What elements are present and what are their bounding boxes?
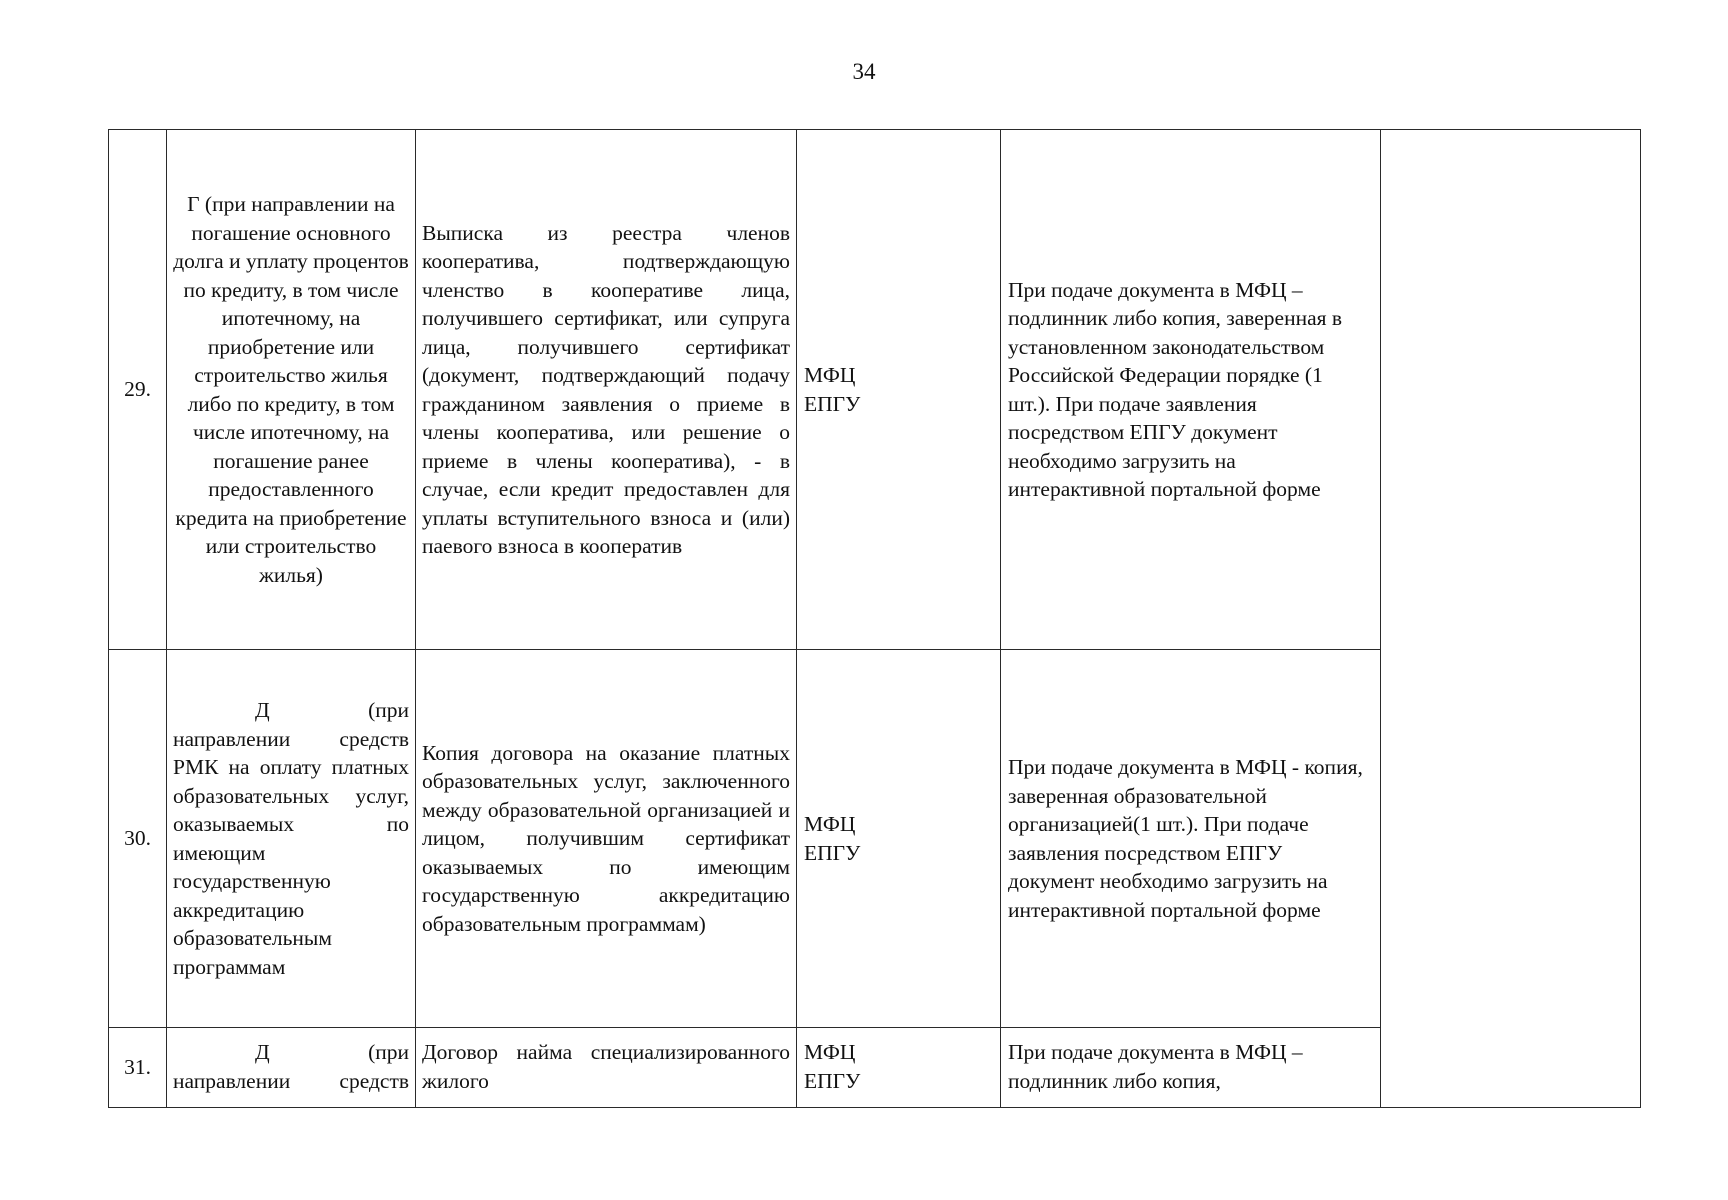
case-description bbox=[167, 650, 416, 1028]
case-text: направлении средств bbox=[173, 1068, 409, 1093]
case-heading: Д (при bbox=[255, 1040, 409, 1064]
channel-mfc: МФЦ bbox=[804, 1040, 856, 1064]
submission-conditions: При подаче документа в МФЦ - копия, заверенная образовательной организацией(1 шт.). При подаче заявления посредством ЕПГУ документ необходимо загрузить на интерактивной портальной форме bbox=[1001, 650, 1381, 1028]
channel-epgu: ЕПГУ bbox=[804, 840, 861, 865]
case-description bbox=[167, 1028, 416, 1108]
submission-conditions: При подаче документа в МФЦ – подлинник либо копия, bbox=[1001, 1028, 1381, 1108]
channel-epgu: ЕПГУ bbox=[804, 391, 861, 416]
requirements-table bbox=[108, 129, 1641, 1108]
channel-epgu: ЕПГУ bbox=[804, 1068, 861, 1093]
row-number: 30. bbox=[109, 650, 167, 1028]
submission-channels bbox=[797, 650, 1001, 1028]
document-description: Выписка из реестра членов кооператива, подтверждающую членство в кооперативе лица, получившего сертификат, или супруга лица, получившего сертификат (документ, подтверждающий подачу гражданином заявления о приеме в члены кооператива, или решение о приеме в члены кооператива), - в случае, если кредит предоставлен для уплаты вступительного взноса и (или) паевого взноса в кооператив bbox=[416, 130, 797, 650]
row-number: 31. bbox=[109, 1028, 167, 1108]
table-row bbox=[109, 130, 1641, 650]
channel-mfc: МФЦ bbox=[804, 812, 856, 836]
channel-mfc: МФЦ bbox=[804, 363, 856, 387]
submission-channels bbox=[797, 1028, 1001, 1108]
submission-conditions: При подаче документа в МФЦ – подлинник либо копия, заверенная в установленном законодательством Российской Федерации порядке (1 шт.). При подаче заявления посредством ЕПГУ документ необходимо загрузить на интерактивной портальной форме bbox=[1001, 130, 1381, 650]
empty-column bbox=[1381, 130, 1641, 1108]
case-description: Г (при направлении на погашение основного долга и уплату процентов по кредиту, в том числе ипотечному, на приобретение или строительство жилья либо по кредиту, в том числе ипотечному, на погашение ранее предоставленного кредита на приобретение или строительство жилья) bbox=[167, 130, 416, 650]
case-text: направлении средств РМК на оплату платных образовательных услуг, оказываемых по имеющим государственную аккредитацию образовательным программам bbox=[173, 726, 409, 979]
document-description: Копия договора на оказание платных образовательных услуг, заключенного между образовательной организацией и лицом, получившим сертификат оказываемых по имеющим государственную аккредитацию образовательным программам) bbox=[416, 650, 797, 1028]
submission-channels bbox=[797, 130, 1001, 650]
page-number: 34 bbox=[852, 59, 876, 84]
row-number: 29. bbox=[109, 130, 167, 650]
document-description: Договор найма специализированного жилого bbox=[416, 1028, 797, 1108]
case-heading: Д (при bbox=[255, 698, 409, 722]
